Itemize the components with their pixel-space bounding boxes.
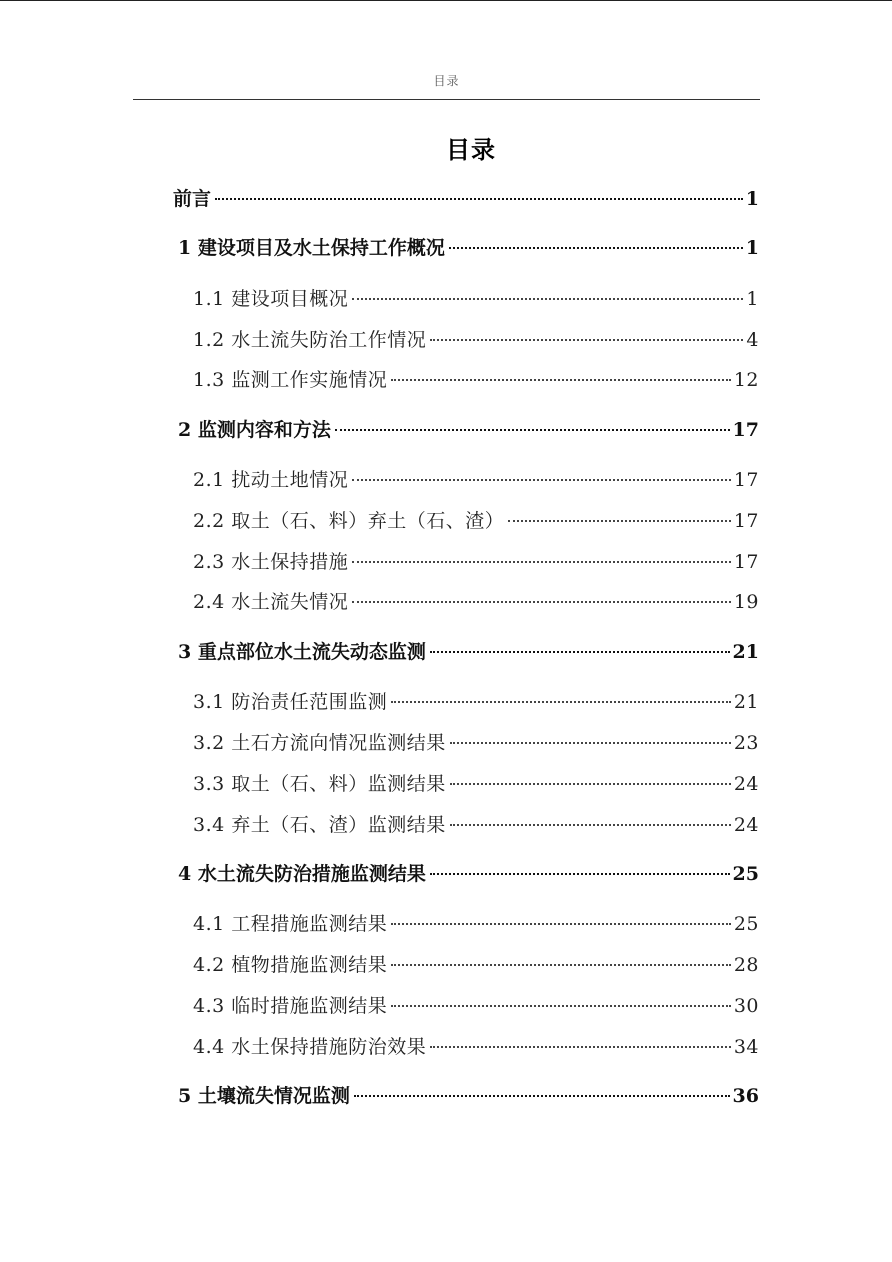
- toc-entry-page: 17: [733, 510, 759, 532]
- toc-entry-section-3-1[interactable]: [193, 689, 759, 715]
- dot-leader: [450, 783, 731, 785]
- toc-entry-section-1-3[interactable]: [193, 367, 759, 393]
- toc-entry-page: 1: [746, 288, 759, 310]
- toc-entry-section-2-4[interactable]: [193, 589, 759, 615]
- toc-entry-label: 4.1 工程措施监测结果: [193, 913, 388, 935]
- toc-entry-page: 1: [745, 188, 759, 210]
- dot-leader: [352, 561, 731, 563]
- toc-entry-page: 21: [732, 641, 759, 663]
- toc-entry-section-3-2[interactable]: [193, 730, 759, 756]
- toc-entry-label: 前言: [173, 188, 212, 210]
- toc-entry-label: 1 建设项目及水土保持工作概况: [178, 237, 445, 259]
- toc-entry-section-2-1[interactable]: [193, 467, 759, 493]
- toc-entry-section-1-1[interactable]: [193, 286, 759, 312]
- toc-entry-section-2-3[interactable]: [193, 549, 759, 575]
- toc-entry-label: 2.4 水土流失情况: [193, 591, 349, 613]
- toc-entry-label: 4.4 水土保持措施防治效果: [193, 1036, 427, 1058]
- dot-leader: [450, 742, 731, 744]
- dot-leader: [391, 964, 731, 966]
- dot-leader: [352, 479, 731, 481]
- dot-leader: [430, 651, 730, 653]
- toc-entry-page: 19: [733, 591, 759, 613]
- toc-entry-label: 1.3 监测工作实施情况: [193, 369, 388, 391]
- dot-leader: [391, 923, 731, 925]
- dot-leader: [430, 873, 730, 875]
- toc-entry-chapter-3[interactable]: [178, 639, 759, 665]
- toc-entry-page: 1: [745, 237, 759, 259]
- toc-entry-label: 3 重点部位水土流失动态监测: [178, 641, 426, 663]
- toc-entry-page: 4: [746, 329, 759, 351]
- toc-entry-section-4-1[interactable]: [193, 911, 759, 937]
- toc-entry-section-1-2[interactable]: [193, 327, 759, 353]
- toc-entry-page: 17: [732, 419, 759, 441]
- toc-entry-label: 4.3 临时措施监测结果: [193, 995, 388, 1017]
- toc-entry-section-4-3[interactable]: [193, 993, 759, 1019]
- toc-entry-label: 3.4 弃土（石、渣）监测结果: [193, 814, 446, 836]
- toc-entry-section-3-4[interactable]: [193, 812, 759, 838]
- toc-entry-label: 1.1 建设项目概况: [193, 288, 349, 310]
- toc-entry-page: 25: [733, 913, 759, 935]
- toc-entry-chapter-1[interactable]: [178, 235, 759, 261]
- running-header: 目录: [433, 74, 460, 88]
- toc-entry-label: 1.2 水土流失防治工作情况: [193, 329, 427, 351]
- dot-leader: [391, 379, 731, 381]
- toc-entry-section-3-3[interactable]: [193, 771, 759, 797]
- toc-entry-page: 17: [733, 469, 759, 491]
- toc-entry-label: 4 水土流失防治措施监测结果: [178, 863, 426, 885]
- toc-entry-section-4-4[interactable]: [193, 1034, 759, 1060]
- toc-entry-section-4-2[interactable]: [193, 952, 759, 978]
- toc-entry-page: 21: [733, 691, 759, 713]
- toc-entry-label: 2.2 取土（石、料）弃土（石、渣）: [193, 510, 505, 532]
- toc-entry-preface[interactable]: [173, 186, 759, 212]
- dot-leader: [352, 298, 743, 300]
- toc-entry-label: 3.2 土石方流向情况监测结果: [193, 732, 446, 754]
- dot-leader: [449, 247, 743, 249]
- toc-entry-label: 2.1 扰动土地情况: [193, 469, 349, 491]
- toc-entry-section-2-2[interactable]: [193, 508, 759, 534]
- toc-entry-label: 3.1 防治责任范围监测: [193, 691, 388, 713]
- toc-entry-label: 2.3 水土保持措施: [193, 551, 349, 573]
- toc-entry-label: 2 监测内容和方法: [178, 419, 331, 441]
- dot-leader: [508, 520, 731, 522]
- toc-entry-page: 12: [733, 369, 759, 391]
- toc-entry-page: 24: [733, 814, 759, 836]
- dot-leader: [391, 1005, 731, 1007]
- dot-leader: [450, 824, 731, 826]
- toc-title: 目录: [446, 135, 496, 164]
- toc-entry-page: 36: [732, 1085, 759, 1107]
- dot-leader: [391, 701, 731, 703]
- toc-entry-chapter-5[interactable]: [178, 1083, 759, 1109]
- toc-entry-label: 3.3 取土（石、料）监测结果: [193, 773, 446, 795]
- dot-leader: [430, 339, 743, 341]
- toc-entry-page: 25: [732, 863, 759, 885]
- dot-leader: [354, 1095, 730, 1097]
- toc-entry-chapter-2[interactable]: [178, 417, 759, 443]
- toc-entry-page: 17: [733, 551, 759, 573]
- dot-leader: [430, 1046, 731, 1048]
- toc-entry-label: 4.2 植物措施监测结果: [193, 954, 388, 976]
- toc-entry-page: 24: [733, 773, 759, 795]
- toc-entry-page: 23: [733, 732, 759, 754]
- dot-leader: [335, 429, 730, 431]
- toc-entry-page: 30: [733, 995, 759, 1017]
- toc-entry-page: 28: [733, 954, 759, 976]
- dot-leader: [352, 601, 731, 603]
- toc-entry-label: 5 土壤流失情况监测: [178, 1085, 350, 1107]
- toc-entry-chapter-4[interactable]: [178, 861, 759, 887]
- toc-entry-page: 34: [733, 1036, 759, 1058]
- dot-leader: [215, 198, 743, 200]
